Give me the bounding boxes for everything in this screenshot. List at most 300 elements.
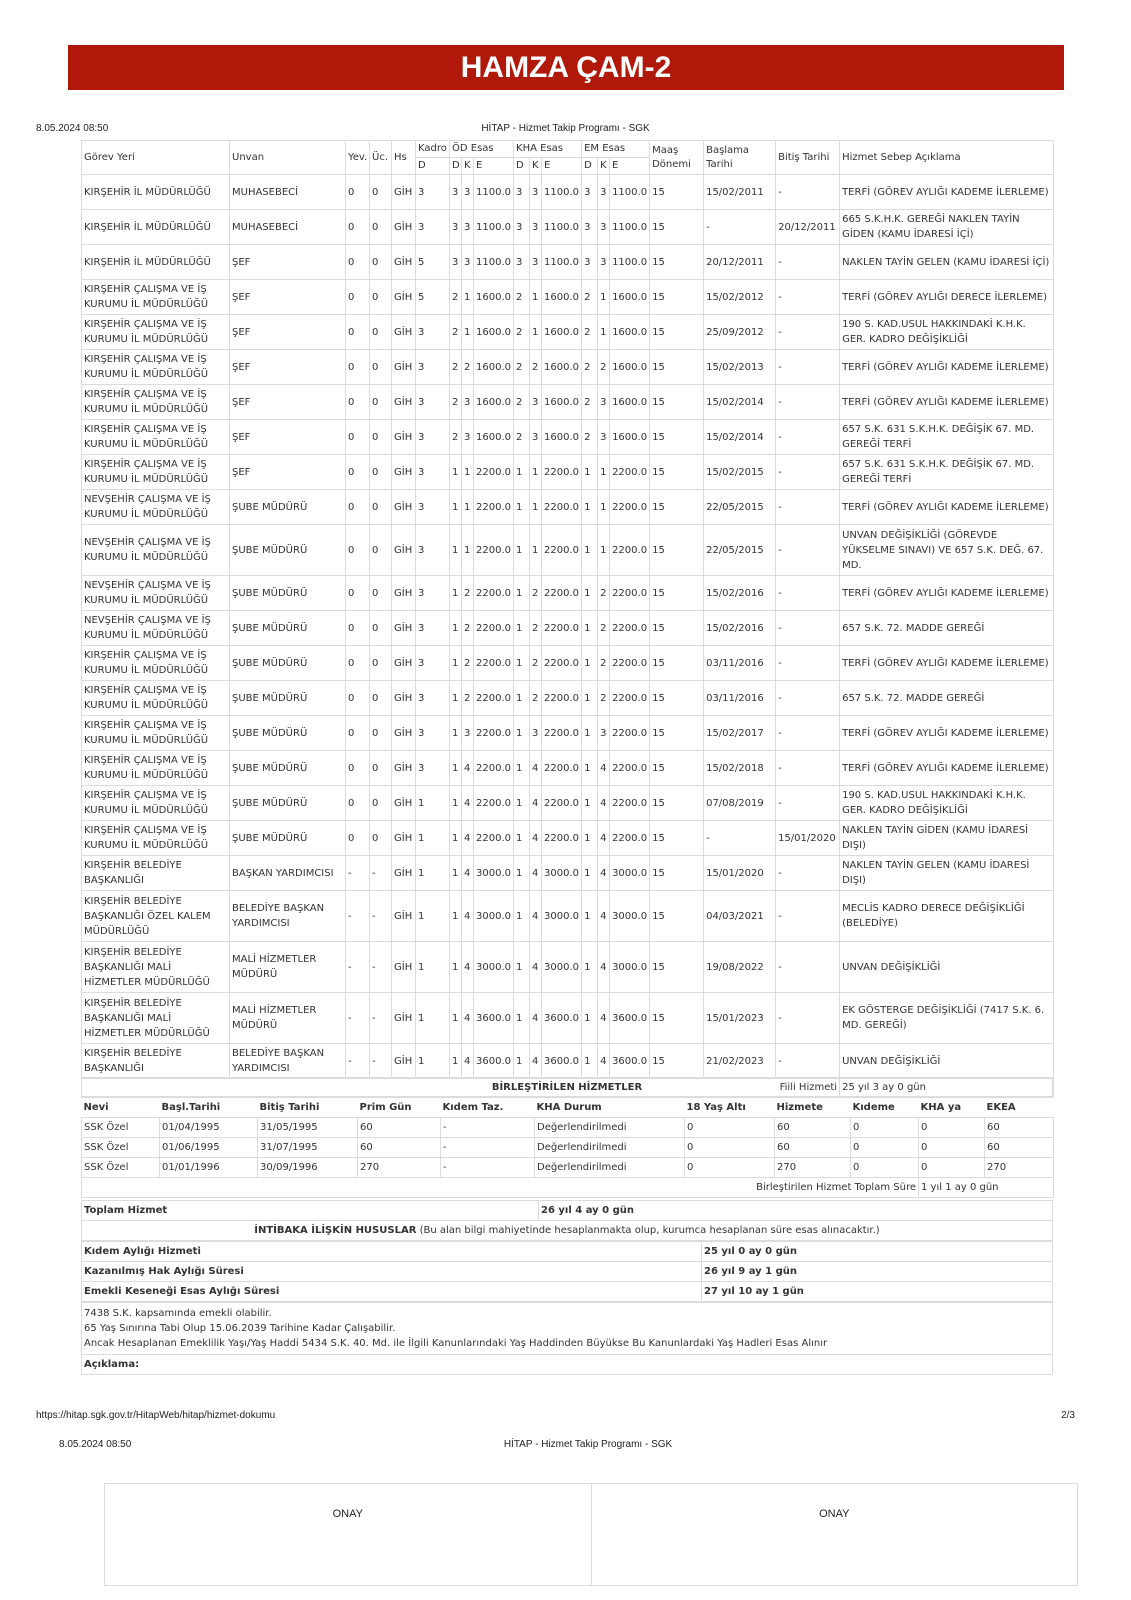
- service-row: [82, 385, 1054, 420]
- service-cell: -: [776, 315, 840, 350]
- service-cell: 2: [462, 646, 474, 681]
- name-banner: HAMZA ÇAM-2: [68, 45, 1064, 90]
- intibak-row: [82, 1242, 1053, 1262]
- service-cell: 0: [370, 611, 392, 646]
- service-cell: 3: [416, 210, 450, 245]
- service-cell: 3: [598, 210, 610, 245]
- service-cell: 15: [650, 420, 704, 455]
- service-cell: KIRŞEHİR ÇALIŞMA VE İŞ KURUMU İL MÜDÜRLÜĞÜ: [82, 315, 230, 350]
- service-cell: 2: [462, 681, 474, 716]
- service-cell: 0: [346, 751, 370, 786]
- intibak-label: Kıdem Aylığı Hizmeti: [82, 1242, 702, 1262]
- service-row: [82, 455, 1054, 490]
- note-line: Ancak Hesaplanan Emeklilik Yaşı/Yaş Haddi 5434 S.K. 40. Md. ile İlgili Kanunlarındaki Yaş Haddinden Büyükse Bu Kanunlardaki Yaş Hadleri Esas Alınır: [84, 1338, 828, 1349]
- service-cell: 3: [530, 716, 542, 751]
- service-cell: 1: [582, 1044, 598, 1079]
- service-cell: 1: [450, 786, 462, 821]
- service-cell: -: [776, 490, 840, 525]
- service-cell: 2: [450, 385, 462, 420]
- service-cell: UNVAN DEĞİŞİKLİĞİ (GÖREVDE YÜKSELME SINAVI) VE 657 S.K. DEĞ. 67. MD.: [840, 525, 1054, 576]
- merged-cell: 01/01/1996: [160, 1158, 258, 1178]
- merged-cell: 0: [919, 1158, 985, 1178]
- service-cell: 15: [650, 993, 704, 1044]
- merged-col-header: Bitiş Tarihi: [259, 1102, 320, 1113]
- service-cell: 1: [530, 525, 542, 576]
- service-cell: KIRŞEHİR ÇALIŞMA VE İŞ KURUMU İL MÜDÜRLÜĞÜ: [82, 681, 230, 716]
- service-cell: 15: [650, 891, 704, 942]
- service-cell: 0: [346, 455, 370, 490]
- service-cell: 4: [462, 751, 474, 786]
- service-cell: 1100.0: [610, 245, 650, 280]
- service-cell: KIRŞEHİR İL MÜDÜRLÜĞÜ: [82, 175, 230, 210]
- service-cell: 0: [370, 175, 392, 210]
- service-cell: 15: [650, 280, 704, 315]
- service-cell: 1: [598, 455, 610, 490]
- service-cell: 4: [462, 1044, 474, 1079]
- service-cell: GİH: [392, 786, 416, 821]
- service-cell: 0: [346, 681, 370, 716]
- service-row: [82, 315, 1054, 350]
- service-cell: 3: [462, 385, 474, 420]
- service-cell: 4: [462, 821, 474, 856]
- service-cell: ŞEF: [230, 385, 346, 420]
- service-cell: 3: [416, 525, 450, 576]
- service-cell: 20/12/2011: [704, 245, 776, 280]
- service-cell: 0: [370, 490, 392, 525]
- service-row: [82, 175, 1054, 210]
- service-cell: KIRŞEHİR BELEDİYE BAŞKANLIĞI MALİ HİZMETLER MÜDÜRLÜĞÜ: [82, 993, 230, 1044]
- service-cell: 15: [650, 455, 704, 490]
- service-cell: 15: [650, 716, 704, 751]
- service-cell: 3: [462, 175, 474, 210]
- merged-col-header: Başl.Tarihi: [161, 1102, 221, 1113]
- service-cell: ŞEF: [230, 245, 346, 280]
- service-cell: 0: [346, 315, 370, 350]
- service-cell: 1100.0: [474, 175, 514, 210]
- col-kha-esas: KHA Esas: [514, 141, 582, 158]
- service-cell: 2200.0: [474, 716, 514, 751]
- service-cell: 1: [514, 993, 530, 1044]
- service-cell: 3: [598, 175, 610, 210]
- service-cell: 2200.0: [542, 786, 582, 821]
- service-cell: 1: [598, 525, 610, 576]
- merged-col-header: KHA ya: [920, 1102, 962, 1113]
- service-cell: 1: [514, 751, 530, 786]
- service-cell: 0: [346, 576, 370, 611]
- service-cell: KIRŞEHİR ÇALIŞMA VE İŞ KURUMU İL MÜDÜRLÜĞÜ: [82, 420, 230, 455]
- service-cell: 1600.0: [474, 350, 514, 385]
- service-cell: ŞUBE MÜDÜRÜ: [230, 646, 346, 681]
- service-cell: NEVŞEHİR ÇALIŞMA VE İŞ KURUMU İL MÜDÜRLÜĞÜ: [82, 525, 230, 576]
- service-cell: 2: [530, 681, 542, 716]
- service-cell: 2200.0: [474, 821, 514, 856]
- service-cell: MECLİS KADRO DERECE DEĞİŞİKLİĞİ (BELEDİYE): [840, 891, 1054, 942]
- intibak-row: [82, 1262, 1053, 1282]
- merged-cell: -: [441, 1138, 535, 1158]
- service-row: [82, 576, 1054, 611]
- service-cell: ŞUBE MÜDÜRÜ: [230, 490, 346, 525]
- service-cell: 1: [462, 280, 474, 315]
- service-cell: 1600.0: [610, 350, 650, 385]
- sub-d: D: [450, 158, 462, 175]
- service-cell: MALİ HİZMETLER MÜDÜRÜ: [230, 993, 346, 1044]
- service-cell: ŞUBE MÜDÜRÜ: [230, 821, 346, 856]
- service-cell: GİH: [392, 891, 416, 942]
- service-cell: KIRŞEHİR ÇALIŞMA VE İŞ KURUMU İL MÜDÜRLÜĞÜ: [82, 821, 230, 856]
- service-cell: 15/02/2011: [704, 175, 776, 210]
- service-cell: 2: [514, 280, 530, 315]
- service-row: [82, 751, 1054, 786]
- service-cell: -: [776, 646, 840, 681]
- service-cell: 1600.0: [542, 420, 582, 455]
- service-cell: 2200.0: [542, 490, 582, 525]
- service-cell: KIRŞEHİR ÇALIŞMA VE İŞ KURUMU İL MÜDÜRLÜĞÜ: [82, 786, 230, 821]
- service-cell: 15/02/2014: [704, 420, 776, 455]
- service-cell: 1: [582, 455, 598, 490]
- service-cell: 2200.0: [610, 751, 650, 786]
- service-cell: 2200.0: [474, 681, 514, 716]
- col-uc: Üc.: [370, 141, 392, 175]
- service-cell: 2200.0: [610, 525, 650, 576]
- service-cell: 15: [650, 646, 704, 681]
- service-cell: 2: [530, 350, 542, 385]
- service-cell: 2200.0: [610, 611, 650, 646]
- merged-cell: 270: [775, 1158, 851, 1178]
- service-cell: KIRŞEHİR İL MÜDÜRLÜĞÜ: [82, 210, 230, 245]
- sub-k: K: [598, 158, 610, 175]
- service-cell: 1: [450, 891, 462, 942]
- service-cell: 5: [416, 280, 450, 315]
- sub-e: E: [542, 158, 582, 175]
- service-cell: 15: [650, 210, 704, 245]
- footer-url[interactable]: https://hitap.sgk.gov.tr/HitapWeb/hitap/hizmet-dokumu: [36, 1410, 276, 1421]
- service-cell: 2: [462, 350, 474, 385]
- service-cell: 3: [416, 455, 450, 490]
- service-cell: 15/02/2012: [704, 280, 776, 315]
- service-cell: 0: [346, 350, 370, 385]
- service-cell: 4: [462, 786, 474, 821]
- service-cell: GİH: [392, 490, 416, 525]
- service-cell: TERFİ (GÖREV AYLIĞI KADEME İLERLEME): [840, 350, 1054, 385]
- service-cell: 1: [450, 611, 462, 646]
- service-cell: 1600.0: [542, 350, 582, 385]
- service-cell: 1: [514, 786, 530, 821]
- service-cell: 4: [462, 942, 474, 993]
- service-cell: 3: [416, 490, 450, 525]
- merged-cell: 60: [358, 1118, 441, 1138]
- page-title-2: HİTAP - Hizmet Takip Programı - SGK: [503, 1439, 673, 1450]
- service-cell: MUHASEBECİ: [230, 175, 346, 210]
- total-service-value: 26 yıl 4 ay 0 gün: [539, 1201, 1053, 1221]
- service-cell: 2: [582, 420, 598, 455]
- service-cell: TERFİ (GÖREV AYLIĞI KADEME İLERLEME): [840, 576, 1054, 611]
- service-cell: 1: [450, 646, 462, 681]
- sub-e: E: [610, 158, 650, 175]
- service-cell: TERFİ (GÖREV AYLIĞI KADEME İLERLEME): [840, 646, 1054, 681]
- service-cell: -: [776, 525, 840, 576]
- service-cell: 0: [346, 716, 370, 751]
- service-cell: 15: [650, 525, 704, 576]
- service-cell: 07/08/2019: [704, 786, 776, 821]
- service-cell: GİH: [392, 611, 416, 646]
- service-cell: 3: [514, 245, 530, 280]
- service-cell: 2200.0: [542, 681, 582, 716]
- service-cell: 4: [530, 856, 542, 891]
- service-cell: 1: [450, 576, 462, 611]
- service-row: [82, 611, 1054, 646]
- service-cell: 1: [582, 576, 598, 611]
- service-cell: 657 S.K. 72. MADDE GEREĞİ: [840, 611, 1054, 646]
- service-cell: 4: [598, 1044, 610, 1079]
- service-cell: -: [776, 385, 840, 420]
- service-cell: 2: [598, 576, 610, 611]
- service-cell: 4: [530, 1044, 542, 1079]
- intibak-value: 27 yıl 10 ay 1 gün: [702, 1282, 1053, 1302]
- service-cell: 15: [650, 751, 704, 786]
- service-cell: 19/08/2022: [704, 942, 776, 993]
- fiili-label: Fiili Hizmeti: [82, 1079, 840, 1097]
- service-cell: 0: [370, 716, 392, 751]
- service-cell: KIRŞEHİR ÇALIŞMA VE İŞ KURUMU İL MÜDÜRLÜĞÜ: [82, 455, 230, 490]
- merged-cell: 270: [358, 1158, 441, 1178]
- service-cell: 2200.0: [474, 455, 514, 490]
- service-cell: 1600.0: [610, 385, 650, 420]
- service-cell: 2: [582, 315, 598, 350]
- print-date-2: 8.05.2024 08:50: [59, 1439, 132, 1450]
- service-cell: TERFİ (GÖREV AYLIĞI KADEME İLERLEME): [840, 751, 1054, 786]
- merged-cell: SSK Özel: [82, 1158, 160, 1178]
- service-cell: 0: [370, 315, 392, 350]
- service-cell: 22/05/2015: [704, 525, 776, 576]
- col-gorev-yeri: Görev Yeri: [82, 141, 230, 175]
- intibak-header: [82, 1221, 1053, 1241]
- service-cell: 1: [514, 821, 530, 856]
- service-cell: 2200.0: [542, 576, 582, 611]
- service-cell: 3: [462, 716, 474, 751]
- merged-cell: SSK Özel: [82, 1118, 160, 1138]
- service-cell: -: [704, 821, 776, 856]
- service-cell: 4: [598, 891, 610, 942]
- service-cell: 1: [462, 490, 474, 525]
- service-cell: 0: [346, 611, 370, 646]
- service-cell: 1600.0: [610, 280, 650, 315]
- service-cell: 1: [582, 786, 598, 821]
- service-cell: GİH: [392, 821, 416, 856]
- service-cell: GİH: [392, 751, 416, 786]
- service-cell: 1100.0: [542, 210, 582, 245]
- service-cell: 0: [370, 786, 392, 821]
- service-cell: 1100.0: [474, 210, 514, 245]
- service-cell: 3: [530, 175, 542, 210]
- service-cell: 2: [582, 280, 598, 315]
- service-cell: 2: [514, 315, 530, 350]
- service-cell: -: [776, 1044, 840, 1079]
- service-row: [82, 245, 1054, 280]
- service-cell: 0: [370, 751, 392, 786]
- service-cell: 1: [530, 455, 542, 490]
- service-cell: 3: [462, 245, 474, 280]
- intibak-label: Emekli Keseneği Esas Aylığı Süresi: [82, 1282, 702, 1302]
- service-cell: 1: [416, 942, 450, 993]
- fiili-value: 25 yıl 3 ay 0 gün: [840, 1079, 1054, 1097]
- service-cell: 2: [582, 350, 598, 385]
- service-cell: 0: [370, 280, 392, 315]
- service-cell: GİH: [392, 856, 416, 891]
- intibak-note: (Bu alan bilgi mahiyetinde hesaplanmakta olup, kurumca hesaplanan süre esas alınacaktır.): [419, 1225, 880, 1236]
- merged-cell: 0: [685, 1158, 775, 1178]
- service-cell: 3: [450, 210, 462, 245]
- service-cell: 3: [416, 751, 450, 786]
- service-cell: GİH: [392, 175, 416, 210]
- service-cell: 2200.0: [610, 716, 650, 751]
- service-cell: 2: [582, 385, 598, 420]
- service-cell: 3: [598, 245, 610, 280]
- service-row: [82, 891, 1054, 942]
- aciklama-label: Açıklama:: [82, 1355, 1053, 1375]
- service-cell: TERFİ (GÖREV AYLIĞI DERECE İLERLEME): [840, 280, 1054, 315]
- service-cell: 3: [462, 420, 474, 455]
- merged-cell: -: [441, 1118, 535, 1138]
- intibak-value: 26 yıl 9 ay 1 gün: [702, 1262, 1053, 1282]
- service-row: [82, 786, 1054, 821]
- service-cell: 1: [416, 891, 450, 942]
- service-cell: -: [776, 350, 840, 385]
- service-cell: 2: [450, 420, 462, 455]
- service-cell: 1: [514, 611, 530, 646]
- service-cell: ŞEF: [230, 315, 346, 350]
- service-row: [82, 210, 1054, 245]
- service-cell: 15/02/2014: [704, 385, 776, 420]
- service-cell: 2: [514, 420, 530, 455]
- intibak-title: İNTİBAKA İLİŞKİN HUSUSLAR: [254, 1225, 417, 1236]
- service-cell: 1: [462, 455, 474, 490]
- sub-k: K: [462, 158, 474, 175]
- service-cell: 4: [530, 942, 542, 993]
- col-kadro: Kadro: [416, 141, 450, 158]
- col-baslama: Başlama Tarihi: [704, 141, 776, 175]
- service-cell: 1100.0: [542, 245, 582, 280]
- service-cell: 1: [530, 280, 542, 315]
- service-cell: 15: [650, 175, 704, 210]
- service-cell: 657 S.K. 631 S.K.H.K. DEĞİŞİK 67. MD. GEREĞİ TERFİ: [840, 455, 1054, 490]
- merged-cell: 0: [919, 1138, 985, 1158]
- service-cell: 2200.0: [610, 646, 650, 681]
- service-cell: -: [346, 993, 370, 1044]
- service-cell: 4: [462, 891, 474, 942]
- service-cell: BAŞKAN YARDIMCISI: [230, 856, 346, 891]
- service-cell: 657 S.K. 72. MADDE GEREĞİ: [840, 681, 1054, 716]
- service-cell: 15: [650, 786, 704, 821]
- merged-cell: -: [441, 1158, 535, 1178]
- service-cell: 1600.0: [610, 420, 650, 455]
- service-cell: 3: [582, 175, 598, 210]
- service-row: [82, 716, 1054, 751]
- service-cell: 4: [598, 856, 610, 891]
- service-cell: 2: [450, 315, 462, 350]
- service-cell: 1: [514, 576, 530, 611]
- service-cell: 3: [416, 611, 450, 646]
- service-cell: 3600.0: [474, 993, 514, 1044]
- service-cell: 15: [650, 942, 704, 993]
- service-cell: 1: [514, 891, 530, 942]
- service-cell: 3: [416, 576, 450, 611]
- service-cell: 1: [514, 490, 530, 525]
- service-cell: UNVAN DEĞİŞİKLİĞİ: [840, 942, 1054, 993]
- service-cell: 1: [514, 681, 530, 716]
- service-cell: 2200.0: [474, 611, 514, 646]
- service-cell: -: [370, 856, 392, 891]
- service-cell: 190 S. KAD.USUL HAKKINDAKİ K.H.K. GER. KADRO DEĞİŞİKLİĞİ: [840, 315, 1054, 350]
- service-cell: 3: [598, 385, 610, 420]
- page-title: HİTAP - Hizmet Takip Programı - SGK: [481, 123, 650, 134]
- col-bitis: Bitiş Tarihi: [776, 141, 840, 175]
- service-cell: 1: [598, 280, 610, 315]
- service-cell: 0: [346, 646, 370, 681]
- service-cell: -: [776, 175, 840, 210]
- service-row: [82, 993, 1054, 1044]
- service-cell: GİH: [392, 350, 416, 385]
- service-cell: 1: [416, 1044, 450, 1079]
- service-cell: ŞUBE MÜDÜRÜ: [230, 576, 346, 611]
- col-od-esas: ÖD Esas: [450, 141, 514, 158]
- service-cell: 0: [370, 245, 392, 280]
- service-cell: 1: [582, 525, 598, 576]
- service-cell: 3000.0: [542, 891, 582, 942]
- service-cell: 15: [650, 856, 704, 891]
- service-row: [82, 856, 1054, 891]
- service-cell: ŞEF: [230, 350, 346, 385]
- service-cell: 4: [598, 821, 610, 856]
- service-cell: 04/03/2021: [704, 891, 776, 942]
- service-cell: KIRŞEHİR ÇALIŞMA VE İŞ KURUMU İL MÜDÜRLÜĞÜ: [82, 751, 230, 786]
- col-yev: Yev.: [346, 141, 370, 175]
- service-cell: NAKLEN TAYİN GELEN (KAMU İDARESİ DIŞI): [840, 856, 1054, 891]
- service-cell: 3: [416, 350, 450, 385]
- service-cell: 2200.0: [610, 821, 650, 856]
- merged-cell: SSK Özel: [82, 1138, 160, 1158]
- service-cell: -: [776, 942, 840, 993]
- service-cell: 1100.0: [474, 245, 514, 280]
- service-cell: -: [346, 891, 370, 942]
- service-row: [82, 1044, 1054, 1079]
- merged-cell: 0: [685, 1118, 775, 1138]
- merged-cell: Değerlendirilmedi: [535, 1118, 685, 1138]
- service-cell: 3000.0: [610, 891, 650, 942]
- service-cell: 1: [462, 315, 474, 350]
- service-cell: 0: [346, 821, 370, 856]
- service-cell: 25/09/2012: [704, 315, 776, 350]
- service-cell: MUHASEBECİ: [230, 210, 346, 245]
- service-cell: EK GÖSTERGE DEĞİŞİKLİĞİ (7417 S.K. 6. MD. GEREĞİ): [840, 993, 1054, 1044]
- service-cell: GİH: [392, 315, 416, 350]
- service-cell: 2200.0: [474, 525, 514, 576]
- service-cell: 15: [650, 245, 704, 280]
- service-cell: 3000.0: [610, 942, 650, 993]
- service-cell: 1600.0: [542, 385, 582, 420]
- service-cell: NAKLEN TAYİN GELEN (KAMU İDARESİ İÇİ): [840, 245, 1054, 280]
- service-cell: MALİ HİZMETLER MÜDÜRÜ: [230, 942, 346, 993]
- service-row: [82, 420, 1054, 455]
- merged-cell: Değerlendirilmedi: [535, 1158, 685, 1178]
- service-cell: 03/11/2016: [704, 646, 776, 681]
- service-cell: 1: [582, 993, 598, 1044]
- service-cell: 3: [416, 175, 450, 210]
- service-cell: ŞUBE MÜDÜRÜ: [230, 525, 346, 576]
- service-cell: 2: [598, 611, 610, 646]
- service-cell: ŞEF: [230, 420, 346, 455]
- sub-d: D: [582, 158, 598, 175]
- service-cell: 2: [450, 280, 462, 315]
